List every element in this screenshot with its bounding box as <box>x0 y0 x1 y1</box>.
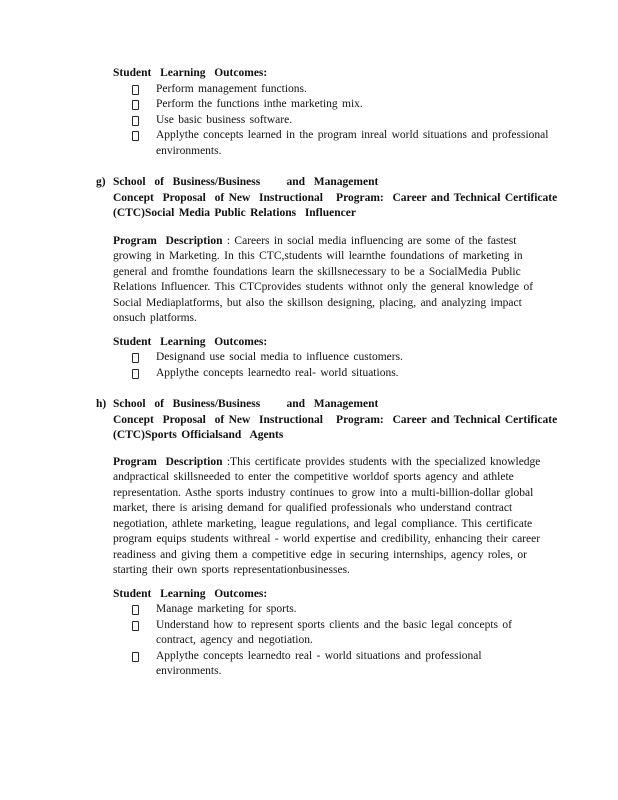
section-label: g) <box>96 176 106 188</box>
program-description-label: Program Description <box>113 455 227 468</box>
section-label: h) <box>96 398 107 410</box>
section-subtitle-line1: Concept Proposal of New Instructional Program: Career and Technical Certificate <box>113 191 558 204</box>
section-title: School of Business/Business and Management <box>113 398 379 410</box>
list-item-text: Applythe concepts learnedto real- world situations. <box>156 366 399 379</box>
section-h-header <box>96 397 558 444</box>
list-item <box>132 602 551 618</box>
program-description-g <box>113 234 551 327</box>
section-title: School of Business/Business and Management <box>113 176 379 188</box>
section-title-lines <box>113 175 557 222</box>
section-subtitle-line1: Concept Proposal of New Instructional Program: Career and Technical Certificate <box>113 413 558 426</box>
list-item-text: Use basic business software. <box>156 113 293 126</box>
list-item <box>132 649 551 680</box>
list-item-text: Designand use social media to influence customers. <box>156 351 403 363</box>
slo-heading: Student Learning Outcomes: <box>113 587 268 600</box>
list-item-text: Applythe concepts learned in the program inreal world situations and professional environments. <box>156 129 549 157</box>
page-content <box>96 66 558 680</box>
list-item-text: Applythe concepts learnedto real - world situations and professional environments. <box>156 649 482 677</box>
list-item <box>132 97 551 113</box>
program-description-body: :This certificate provides students with the specialized knowledge andpractical skillsneeded to enter the competitive worldof sports agency and athlete representation. Asthe sports industry continues to grow into a multi-billion-dollar global market, there is arising demand for qualified professionals who understand contract negotiation, athlete marketing, league regulations, and legal compliance. This certificate program equips students withreal - world expertise and credibility, enhancing their career readiness and giving them a competitive edge in securing internships, agency roles, or starting their own sports representationbusinesses. <box>113 455 541 576</box>
bullet-marker-icon <box>132 353 139 363</box>
list-item-text: Understand how to represent sports clients and the basic legal concepts of contract, agency and negotiation. <box>156 618 512 646</box>
list-item-text: Perform the functions inthe marketing mix. <box>156 98 363 110</box>
list-item <box>132 128 551 159</box>
program-description-h <box>113 455 551 579</box>
list-item-text: Perform management functions. <box>156 82 307 95</box>
bullet-marker-icon <box>132 85 139 95</box>
list-item <box>132 350 551 366</box>
bullet-marker-icon <box>132 131 139 141</box>
program-description-body: : Careers in social media influencing are some of the fastest growing in Marketing. In this CTC,students will learnthe foundations of marketing in general and fromthe foundations learn the skillsnecessary to be a SocialMedia Public Relations Influencer. This CTCprovides students withnot only the general knowledge of Social Mediaplatforms, but also the skillson designing, placing, and analyzing impact onsuch platforms. <box>113 234 534 324</box>
bullet-marker-icon <box>132 621 139 631</box>
slo-heading: Student Learning Outcomes: <box>113 67 268 79</box>
bullet-marker-icon <box>132 605 139 615</box>
program-description-label: Program Description <box>113 234 227 247</box>
section-title-lines <box>113 397 557 444</box>
bullet-marker-icon <box>132 369 139 379</box>
list-item-text: Manage marketing for sports. <box>156 603 297 615</box>
bullet-marker-icon <box>132 116 139 126</box>
section-g-header <box>96 175 558 222</box>
slo-section-1 <box>96 66 551 159</box>
section-subtitle-line2: (CTC)Sports Officialsand Agents <box>113 429 284 441</box>
bullet-marker-icon <box>132 100 139 110</box>
slo-section-2 <box>96 335 551 382</box>
list-item <box>132 82 551 98</box>
bullet-marker-icon <box>132 652 139 662</box>
list-item <box>132 618 551 649</box>
list-item <box>132 366 551 382</box>
section-subtitle-line2: (CTC)Social Media Public Relations Influencer <box>113 207 356 219</box>
list-item <box>132 113 551 129</box>
slo-heading: Student Learning Outcomes: <box>113 335 268 348</box>
slo-section-3 <box>96 587 551 680</box>
